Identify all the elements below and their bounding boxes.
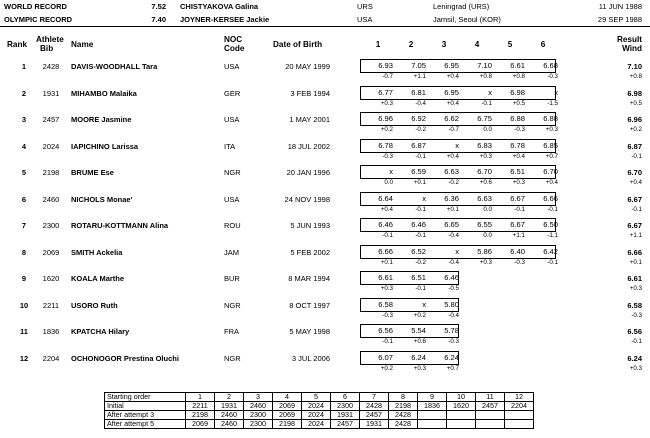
attempt-wind: +0.1 (380, 259, 393, 266)
athlete-name: SMITH Ackelia (71, 248, 123, 257)
attempt-mark: 6.55 (477, 220, 492, 229)
starting-order-cell: 2300 (244, 411, 273, 420)
starting-order-cell: 2460 (215, 411, 244, 420)
athlete-name: DAVIS-WOODHALL Tara (71, 62, 158, 71)
attempt-wind: 0.0 (483, 232, 492, 239)
athlete-name: MIHAMBO Malaika (71, 89, 137, 98)
attempt-mark: 6.68 (543, 61, 558, 70)
dob-cell: 3 JUL 2006 (291, 354, 330, 363)
record-noc: URS (357, 2, 373, 11)
attempt-wind: +0.6 (413, 338, 426, 345)
attempt-mark: 6.50 (543, 220, 558, 229)
starting-order-cell (476, 420, 505, 429)
attempt-wind: +0.4 (380, 206, 393, 213)
attempt-wind: -0.2 (415, 126, 426, 133)
bib-cell: 2198 (42, 168, 60, 177)
record-venue: Leningrad (URS) (433, 2, 490, 11)
attempt-mark: 6.56 (378, 326, 393, 335)
starting-order-cell: 3 (244, 393, 273, 402)
attempt-wind: +0.2 (413, 312, 426, 319)
noc-cell: GER (224, 89, 241, 98)
attempt-mark: 6.96 (378, 114, 393, 123)
attempt-mark: 6.78 (378, 141, 393, 150)
starting-order-cell: 1931 (331, 411, 360, 420)
starting-order-cell: 1931 (360, 420, 389, 429)
attempt-mark: 6.93 (378, 61, 393, 70)
starting-order-cell: 11 (476, 393, 505, 402)
starting-order-cell: 2460 (244, 402, 273, 411)
starting-order-cell: 1931 (215, 402, 244, 411)
athlete-name: IAPICHINO Larissa (71, 142, 139, 151)
dob-cell: 20 JAN 1996 (286, 168, 330, 177)
result-mark: 6.67 (627, 221, 642, 230)
attempt-mark: 6.63 (444, 167, 459, 176)
starting-order-table (104, 392, 534, 429)
attempt-mark: 5.54 (411, 326, 426, 335)
result-wind: -0.1 (631, 206, 642, 213)
attempt-wind: 0.0 (384, 179, 393, 186)
bib-cell: 2457 (42, 115, 60, 124)
attempt-mark: 6.24 (411, 353, 426, 362)
dob-cell: 5 JUN 1993 (290, 221, 330, 230)
attempt-wind: -0.4 (448, 259, 459, 266)
starting-order-cell: 2460 (215, 420, 244, 429)
rank-cell: 11 (20, 327, 28, 336)
starting-order-cell: 2300 (331, 402, 360, 411)
attempt-mark: 6.51 (411, 273, 426, 282)
result-mark: 6.61 (627, 274, 642, 283)
rank-cell: 5 (21, 168, 27, 177)
noc-cell: BUR (224, 274, 240, 283)
rank-cell: 3 (21, 115, 27, 124)
attempt-mark: 6.61 (378, 273, 393, 282)
attempt-wind: +0.2 (380, 365, 393, 372)
attempt-wind: +1.1 (512, 232, 525, 239)
result-wind: +0.3 (629, 285, 642, 292)
starting-order-cell: 2457 (360, 411, 389, 420)
attempt-wind: +0.3 (479, 153, 492, 160)
starting-order-label: Initial (105, 402, 186, 411)
starting-order-cell: 2024 (302, 411, 331, 420)
attempt-mark: 6.07 (378, 353, 393, 362)
attempt-mark: x (422, 300, 426, 309)
attempt-wind: -0.3 (382, 153, 393, 160)
attempt-wind: +0.5 (512, 100, 525, 107)
record-label: OLYMPIC RECORD (4, 15, 73, 24)
record-venue: Jamsil, Seoul (KOR) (433, 15, 501, 24)
attempt-mark: 6.77 (378, 88, 393, 97)
result-mark: 7.10 (627, 62, 642, 71)
attempt-mark: 7.10 (477, 61, 492, 70)
attempt-wind: -0.7 (382, 73, 393, 80)
attempt-mark: 6.62 (444, 114, 459, 123)
attempt-mark: 6.52 (411, 247, 426, 256)
starting-order-cell: 9 (418, 393, 447, 402)
result-mark: 6.98 (627, 89, 642, 98)
name-header: Name (71, 40, 94, 49)
attempt-mark: x (422, 194, 426, 203)
starting-order-cell: 2457 (331, 420, 360, 429)
result-wind: +0.4 (629, 179, 642, 186)
attempt-wind: -0.4 (448, 232, 459, 239)
noc-cell: NGR (224, 354, 241, 363)
attempt-mark: 6.88 (543, 114, 558, 123)
attempt-header-2: 2 (408, 40, 414, 49)
attempt-wind: +0.3 (380, 100, 393, 107)
attempt-mark: 6.24 (444, 353, 459, 362)
bib-cell: 2069 (42, 248, 60, 257)
attempt-wind: +0.7 (545, 153, 558, 160)
rank-cell: 6 (21, 195, 27, 204)
attempt-wind: +0.8 (479, 73, 492, 80)
attempt-header-1: 1 (375, 40, 381, 49)
result-wind: -0.1 (631, 338, 642, 345)
dob-cell: 18 JUL 2002 (287, 142, 330, 151)
attempt-wind: +0.8 (512, 73, 525, 80)
result-wind: +0.1 (629, 259, 642, 266)
starting-order-cell: 1620 (447, 402, 476, 411)
starting-order-cell: 1 (186, 393, 215, 402)
attempt-wind: +0.6 (479, 179, 492, 186)
starting-order-cell: 5 (302, 393, 331, 402)
athlete-name: OCHONOGOR Prestina Oluchi (71, 354, 179, 363)
starting-order-cell: 2428 (389, 420, 418, 429)
starting-order-cell: 4 (273, 393, 302, 402)
dob-cell: 8 MAR 1994 (288, 274, 330, 283)
noc-cell: ROU (224, 221, 241, 230)
noc-cell: NGR (224, 168, 241, 177)
noc-cell: JAM (224, 248, 239, 257)
starting-order-cell: 2069 (273, 402, 302, 411)
record-athlete: JOYNER-KERSEE Jackie (180, 15, 270, 24)
bib-cell: 2428 (42, 62, 60, 71)
attempt-mark: 7.05 (411, 61, 426, 70)
attempt-mark: 5.78 (444, 326, 459, 335)
attempt-wind: -0.1 (382, 338, 393, 345)
result-wind: -0.3 (631, 312, 642, 319)
bib-cell: 2204 (42, 354, 60, 363)
record-date: 29 SEP 1988 (597, 15, 642, 24)
attempt-mark: 6.66 (543, 194, 558, 203)
attempt-header-5: 5 (507, 40, 513, 49)
attempt-wind: -1.5 (547, 100, 558, 107)
record-athlete: CHISTYAKOVA Galina (180, 2, 259, 11)
bib-header-line1: Athlete (36, 35, 64, 44)
attempt-mark: 6.88 (510, 114, 525, 123)
athlete-name: ROTARU-KOTTMANN Alina (71, 221, 169, 230)
attempt-header-6: 6 (540, 40, 546, 49)
attempt-mark: 6.36 (444, 194, 459, 203)
dob-header: Date of Birth (273, 40, 323, 49)
attempt-mark: 6.78 (510, 141, 525, 150)
attempt-wind: -0.1 (547, 206, 558, 213)
attempt-mark: 6.95 (444, 61, 459, 70)
rank-cell: 12 (19, 354, 29, 363)
bib-cell: 1836 (42, 327, 60, 336)
attempt-mark: 6.51 (510, 167, 525, 176)
attempt-wind: +0.4 (446, 153, 459, 160)
attempt-wind: 0.0 (483, 126, 492, 133)
attempt-wind: -0.4 (415, 100, 426, 107)
attempt-wind: +0.3 (545, 126, 558, 133)
record-mark: 7.40 (151, 15, 166, 24)
attempt-mark: 6.63 (477, 194, 492, 203)
attempt-mark: 6.46 (444, 273, 459, 282)
result-mark: 6.67 (627, 195, 642, 204)
attempt-wind: -0.3 (547, 73, 558, 80)
athlete-name: USORO Ruth (71, 301, 118, 310)
starting-order-cell: 2428 (389, 411, 418, 420)
starting-order-cell: 1836 (418, 402, 447, 411)
starting-order-cell (447, 420, 476, 429)
attempt-wind: -1.1 (547, 232, 558, 239)
attempt-wind: +0.4 (545, 179, 558, 186)
starting-order-cell: 2 (215, 393, 244, 402)
attempt-wind: +0.4 (446, 73, 459, 80)
attempt-wind: -0.1 (382, 232, 393, 239)
attempt-header-4: 4 (474, 40, 480, 49)
attempt-mark: 6.87 (411, 141, 426, 150)
result-mark: 6.24 (627, 354, 642, 363)
attempt-mark: 6.95 (444, 88, 459, 97)
attempt-wind: +0.3 (380, 285, 393, 292)
attempt-mark: 6.58 (378, 300, 393, 309)
result-header: Result (616, 35, 642, 44)
noc-header-line2: Code (224, 44, 245, 53)
attempt-mark: 6.92 (411, 114, 426, 123)
result-wind: -0.1 (631, 153, 642, 160)
attempt-wind: -0.5 (448, 285, 459, 292)
dob-cell: 24 NOV 1998 (284, 195, 330, 204)
noc-header-line1: NOC (224, 35, 243, 44)
rank-cell: 2 (21, 89, 27, 98)
attempt-header-3: 3 (441, 40, 447, 49)
athlete-name: BRUME Ese (71, 168, 114, 177)
attempt-mark: 6.65 (444, 220, 459, 229)
starting-order-cell: 2024 (302, 420, 331, 429)
dob-cell: 5 FEB 2002 (290, 248, 330, 257)
attempt-mark: 6.70 (543, 167, 558, 176)
noc-cell: USA (224, 115, 240, 124)
attempt-mark: 6.42 (543, 247, 558, 256)
attempt-wind: -0.7 (448, 126, 459, 133)
header-divider (0, 26, 650, 27)
starting-order-cell (476, 411, 505, 420)
athlete-name: KPATCHA Hilary (71, 327, 130, 336)
dob-cell: 5 MAY 1998 (289, 327, 330, 336)
result-wind: +0.5 (629, 100, 642, 107)
attempt-mark: 5.86 (477, 247, 492, 256)
noc-cell: USA (224, 62, 240, 71)
noc-cell: FRA (224, 327, 239, 336)
starting-order-row (105, 420, 534, 429)
attempt-mark: 6.67 (510, 194, 525, 203)
starting-order-cell: 6 (331, 393, 360, 402)
result-wind: +0.2 (629, 126, 642, 133)
starting-order-cell: 2069 (273, 411, 302, 420)
attempt-mark: 6.83 (477, 141, 492, 150)
result-mark: 6.70 (627, 168, 642, 177)
bib-cell: 1620 (42, 274, 60, 283)
attempt-wind: +0.3 (479, 259, 492, 266)
attempt-wind: +0.1 (413, 179, 426, 186)
attempt-mark: 6.61 (510, 61, 525, 70)
attempt-mark: 6.46 (378, 220, 393, 229)
bib-cell: 2300 (42, 221, 60, 230)
attempt-wind: -0.1 (415, 153, 426, 160)
attempt-wind: -0.1 (415, 285, 426, 292)
attempt-wind: -0.2 (415, 259, 426, 266)
record-label: WORLD RECORD (4, 2, 67, 11)
attempt-mark: 6.59 (411, 167, 426, 176)
attempt-wind: +0.2 (380, 126, 393, 133)
attempt-mark: 6.46 (411, 220, 426, 229)
attempt-wind: -0.4 (448, 312, 459, 319)
starting-order-cell: 12 (505, 393, 534, 402)
dob-cell: 3 FEB 1994 (290, 89, 330, 98)
starting-order-cell (505, 420, 534, 429)
starting-order-label: After attempt 3 (105, 411, 186, 420)
attempt-wind: +0.3 (413, 365, 426, 372)
dob-cell: 8 OCT 1997 (289, 301, 330, 310)
athlete-name: NICHOLS Monae' (71, 195, 133, 204)
result-mark: 6.96 (627, 115, 642, 124)
starting-order-cell (505, 411, 534, 420)
noc-cell: ITA (224, 142, 236, 151)
bib-header-line2: Bib (40, 44, 54, 53)
rank-cell: 4 (21, 142, 27, 151)
result-mark: 6.87 (627, 142, 642, 151)
attempt-wind: +0.4 (446, 100, 459, 107)
attempt-wind: -0.1 (481, 100, 492, 107)
attempt-wind: -0.3 (514, 259, 525, 266)
attempt-mark: 6.85 (543, 141, 558, 150)
attempt-wind: +0.4 (512, 153, 525, 160)
starting-order-cell: 2457 (476, 402, 505, 411)
attempt-wind: -0.3 (514, 126, 525, 133)
starting-order-cell: 2211 (186, 402, 215, 411)
rank-cell: 9 (21, 274, 27, 283)
wind-header: Wind (622, 44, 642, 53)
rank-cell: 7 (21, 221, 27, 230)
attempt-mark: x (554, 88, 558, 97)
attempt-wind: +0.3 (512, 179, 525, 186)
attempt-wind: -0.2 (448, 179, 459, 186)
rank-header: Rank (7, 40, 28, 49)
attempt-mark: x (488, 88, 492, 97)
record-date: 11 JUN 1988 (598, 2, 642, 11)
rank-cell: 1 (21, 62, 27, 71)
starting-order-cell: 2198 (186, 411, 215, 420)
result-mark: 6.56 (627, 327, 642, 336)
starting-order-cell: 2198 (389, 402, 418, 411)
attempt-mark: 6.40 (510, 247, 525, 256)
starting-order-cell: 2069 (186, 420, 215, 429)
starting-order-cell: 2024 (302, 402, 331, 411)
starting-order-cell (447, 411, 476, 420)
attempt-wind: 0.0 (483, 206, 492, 213)
dob-cell: 20 MAY 1999 (285, 62, 330, 71)
result-wind: +0.3 (629, 365, 642, 372)
rank-cell: 10 (19, 301, 29, 310)
attempt-wind: -0.3 (448, 338, 459, 345)
starting-order-label: After attempt 5 (105, 420, 186, 429)
result-mark: 6.66 (627, 248, 642, 257)
attempt-wind: -0.1 (547, 259, 558, 266)
attempt-wind: -0.1 (415, 232, 426, 239)
starting-order-cell: 7 (360, 393, 389, 402)
record-mark: 7.52 (151, 2, 166, 11)
attempt-mark: 6.67 (510, 220, 525, 229)
attempt-mark: 6.75 (477, 114, 492, 123)
result-mark: 6.58 (627, 301, 642, 310)
noc-cell: USA (224, 195, 240, 204)
starting-order-label: Starting order (105, 393, 186, 402)
starting-order-cell: 2198 (273, 420, 302, 429)
bib-cell: 2024 (42, 142, 60, 151)
starting-order-cell: 8 (389, 393, 418, 402)
attempt-mark: x (455, 247, 459, 256)
bib-cell: 2460 (42, 195, 60, 204)
athlete-name: MOORE Jasmine (71, 115, 132, 124)
attempt-wind: -0.1 (514, 206, 525, 213)
attempt-mark: 6.64 (378, 194, 393, 203)
starting-order-cell: 2204 (505, 402, 534, 411)
attempt-mark: x (455, 141, 459, 150)
attempt-mark: 6.70 (477, 167, 492, 176)
bib-cell: 1931 (42, 89, 60, 98)
starting-order-cell: 2428 (360, 402, 389, 411)
starting-order-cell: 10 (447, 393, 476, 402)
attempt-wind: +0.1 (446, 206, 459, 213)
starting-order-cell (418, 420, 447, 429)
starting-order-cell (418, 411, 447, 420)
starting-order-cell: 2300 (244, 420, 273, 429)
rank-cell: 8 (21, 248, 27, 257)
record-noc: USA (357, 15, 373, 24)
dob-cell: 1 MAY 2001 (289, 115, 330, 124)
attempt-wind: +0.7 (446, 365, 459, 372)
attempt-wind: -0.1 (415, 206, 426, 213)
attempt-wind: -0.3 (382, 312, 393, 319)
bib-cell: 2211 (42, 301, 60, 310)
athlete-name: KOALA Marthe (71, 274, 125, 283)
attempt-mark: 5.80 (444, 300, 459, 309)
attempt-mark: 6.81 (411, 88, 426, 97)
attempt-wind: +1.1 (413, 73, 426, 80)
attempt-mark: 6.66 (378, 247, 393, 256)
attempt-mark: x (389, 167, 393, 176)
result-wind: +0.8 (629, 73, 642, 80)
result-wind: +1.1 (629, 232, 642, 239)
attempt-mark: 6.98 (510, 88, 525, 97)
noc-cell: NGR (224, 301, 241, 310)
